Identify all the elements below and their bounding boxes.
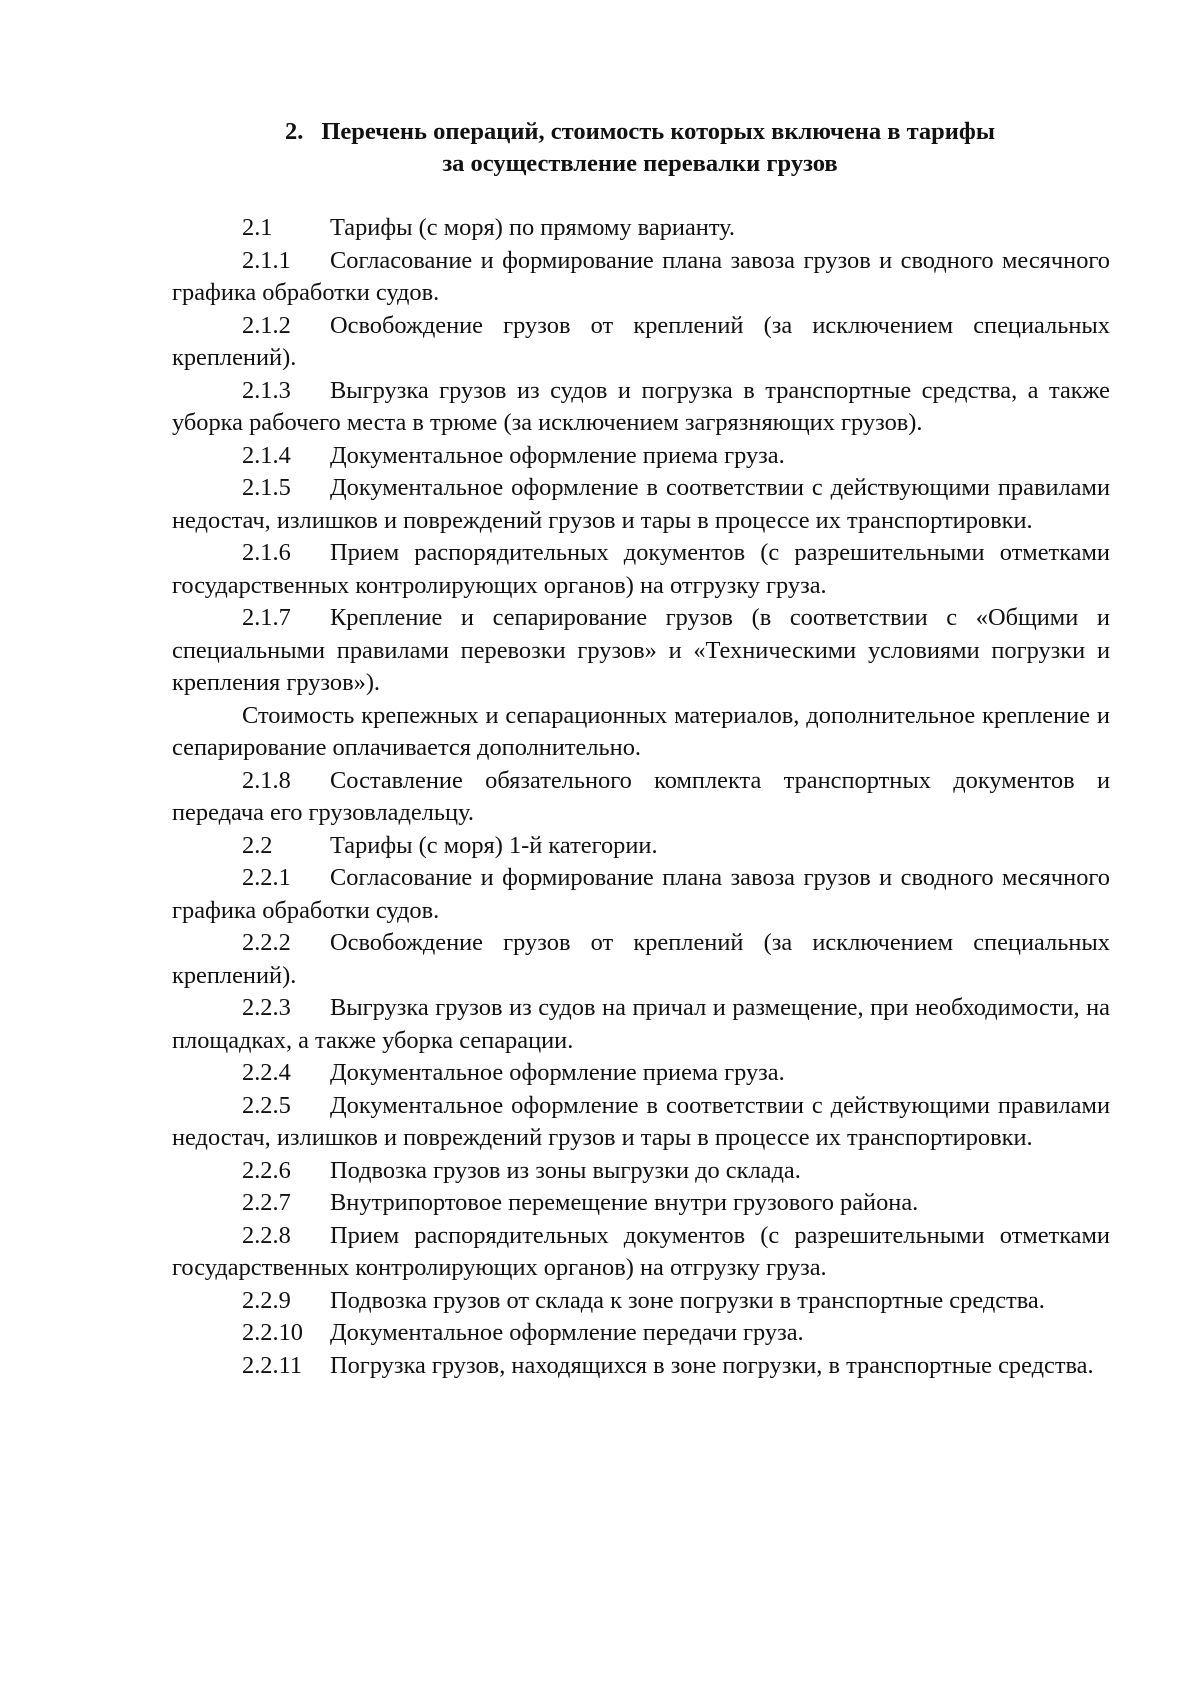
list-item <box>172 537 1110 602</box>
item-text: Прием распорядительных документов (с разрешительными отметками государственных контролирующих органов) на отгрузку груза. <box>172 539 1110 599</box>
item-number: 2.2.9 <box>242 1286 291 1314</box>
section-title-line-1 <box>160 116 1120 148</box>
item-text: Освобождение грузов от креплений (за исключением специальных креплений). <box>172 311 1110 371</box>
item-text: Внутрипортовое перемещение внутри грузового района. <box>330 1189 919 1216</box>
item-number: 2.2.2 <box>242 929 291 956</box>
item-number: 2.2.3 <box>242 994 291 1021</box>
item-number: 2.2.11 <box>242 1351 303 1379</box>
item-number: 2.2.8 <box>242 1221 291 1249</box>
item-text: Согласование и формирование плана завоза грузов и сводного месячного графика обработки судов. <box>172 246 1110 306</box>
item-number: 2.2.10 <box>242 1319 303 1346</box>
item-number: 2.2.1 <box>242 864 291 891</box>
list-item <box>172 1090 1110 1155</box>
item-text: Составление обязательного комплекта транспортных документов и передача его грузовладельцу. <box>172 766 1110 826</box>
item-number: 2.1.2 <box>242 311 291 339</box>
item-number: 2.2.7 <box>242 1189 291 1216</box>
item-number: 2.1 <box>242 214 273 241</box>
list-item <box>172 602 1110 700</box>
item-number: 2.2 <box>242 831 273 859</box>
list-item <box>172 375 1110 440</box>
item-number: 2.1.6 <box>242 539 291 566</box>
item-text: Выгрузка грузов из судов на причал и размещение, при необходимости, на площадках, а также уборка сепарации. <box>172 994 1110 1054</box>
item-text: Документальное оформление в соответствии с действующими правилами недостач, излишков и повреждений грузов и тары в процессе их транспортировки. <box>172 1091 1110 1151</box>
item-number: 2.2.5 <box>242 1091 291 1119</box>
section-title-text: Перечень операций, стоимость которых включена в тарифы <box>321 118 995 145</box>
item-text: Документальное оформление приема груза. <box>330 441 785 469</box>
item-number: 2.1.1 <box>242 246 291 274</box>
item-text: Крепление и сепарирование грузов (в соответствии с «Общими и специальными правилами перевозки грузов» и «Техническими условиями погрузки и крепления грузов»). <box>172 604 1110 696</box>
list-item <box>172 1187 1110 1220</box>
list-item <box>172 1350 1110 1383</box>
section-title-line-2: за осуществление перевалки грузов <box>442 150 838 177</box>
document-body <box>172 212 1110 1382</box>
item-number: 2.2.6 <box>242 1156 291 1184</box>
list-item <box>172 212 1110 245</box>
note-paragraph: Стоимость крепежных и сепарационных материалов, дополнительное крепление и сепарирование оплачивается дополнительно. <box>172 701 1110 761</box>
list-item <box>172 472 1110 537</box>
item-text: Тарифы (с моря) 1-й категории. <box>330 831 658 859</box>
item-text: Подвозка грузов из зоны выгрузки до склада. <box>330 1156 801 1184</box>
list-item <box>172 1155 1110 1188</box>
list-item <box>172 245 1110 310</box>
item-text: Документальное оформление передачи груза. <box>330 1319 804 1346</box>
list-item <box>172 927 1110 992</box>
list-item <box>172 830 1110 863</box>
item-text: Выгрузка грузов из судов и погрузка в транспортные средства, а также уборка рабочего места в трюме (за исключением загрязняющих грузов). <box>172 376 1110 436</box>
list-item <box>172 440 1110 473</box>
item-text: Освобождение грузов от креплений (за исключением специальных креплений). <box>172 929 1110 989</box>
list-item <box>172 310 1110 375</box>
item-text: Документальное оформление приема груза. <box>330 1059 785 1086</box>
item-text: Документальное оформление в соответствии с действующими правилами недостач, излишков и повреждений грузов и тары в процессе их транспортировки. <box>172 474 1110 534</box>
item-number: 2.1.8 <box>242 766 291 794</box>
list-item <box>172 992 1110 1057</box>
list-item <box>172 1220 1110 1285</box>
list-item <box>172 862 1110 927</box>
item-text: Прием распорядительных документов (с разрешительными отметками государственных контролирующих органов) на отгрузку груза. <box>172 1221 1110 1281</box>
item-text: Погрузка грузов, находящихся в зоне погрузки, в транспортные средства. <box>330 1351 1094 1379</box>
item-text: Согласование и формирование плана завоза грузов и сводного месячного графика обработки судов. <box>172 864 1110 924</box>
list-item <box>172 1057 1110 1090</box>
item-number: 2.1.5 <box>242 474 291 501</box>
list-item <box>172 765 1110 830</box>
item-text: Подвозка грузов от склада к зоне погрузки в транспортные средства. <box>330 1286 1045 1314</box>
item-number: 2.1.4 <box>242 441 291 469</box>
section-title <box>160 116 1120 180</box>
list-item <box>172 1285 1110 1318</box>
item-number: 2.1.3 <box>242 376 291 404</box>
item-number: 2.2.4 <box>242 1059 291 1086</box>
item-text: Тарифы (с моря) по прямому варианту. <box>330 214 736 241</box>
item-number: 2.1.7 <box>242 604 291 631</box>
list-item <box>172 1317 1110 1350</box>
section-number: 2. <box>285 118 304 145</box>
